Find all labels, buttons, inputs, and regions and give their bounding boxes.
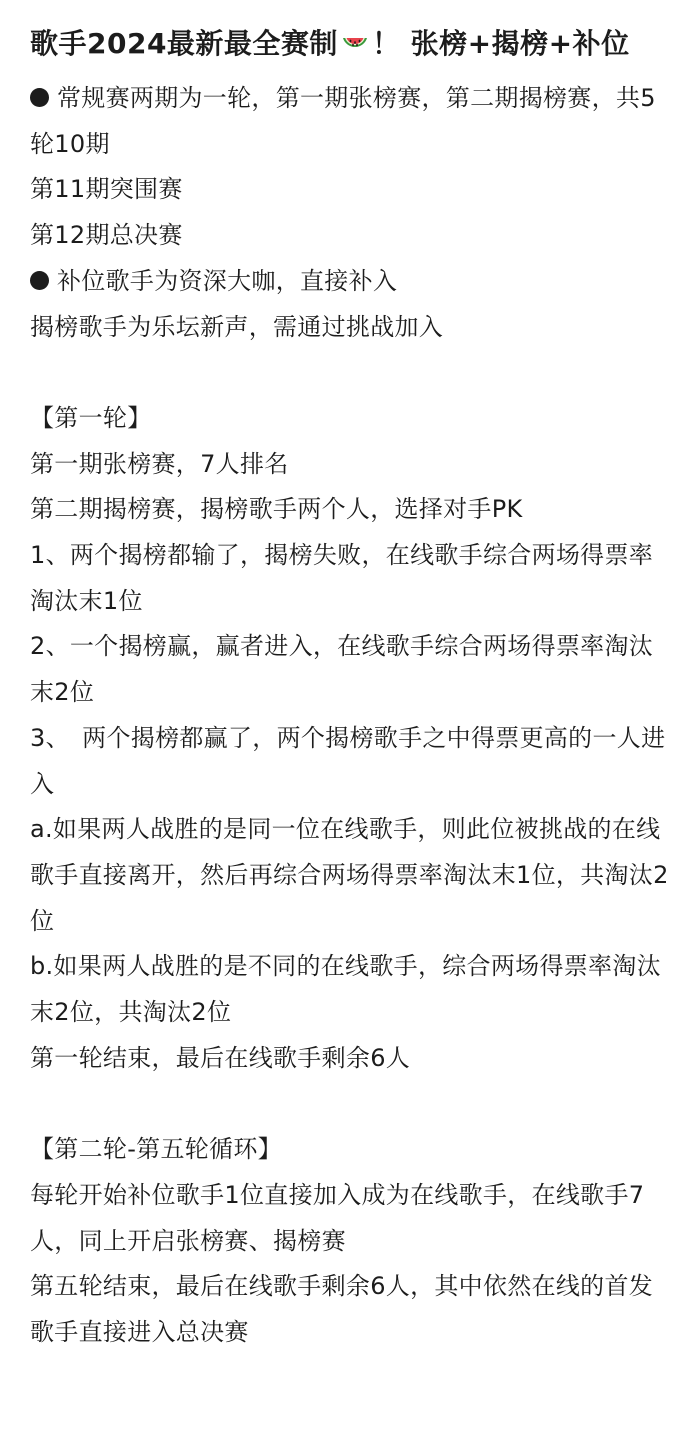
- round-1-line: 1、两个揭榜都输了，揭榜失败，在线歌手综合两场得票率淘汰末1位: [30, 541, 654, 615]
- paragraph-fill-singer: [30, 259, 670, 305]
- spacer: [30, 350, 670, 396]
- spacer: [30, 1081, 670, 1127]
- round-1-line: a.如果两人战胜的是同一位在线歌手，则此位被挑战的在线歌手直接离开，然后再综合两场得票率淘汰末1位，共淘汰2位: [30, 815, 669, 935]
- title-text-part2: ！ 张榜+揭榜+补位: [371, 27, 630, 60]
- title-text-part1: 歌手2024最新最全赛制: [30, 27, 338, 60]
- post-title: [30, 20, 670, 68]
- round-1-line: 第二期揭榜赛，揭榜歌手两个人，选择对手PK: [30, 495, 523, 524]
- paragraph-round-12: 第12期总决赛: [30, 221, 183, 250]
- round-1-line: 3、 两个揭榜都赢了，两个揭榜歌手之中得票更高的一人进入: [30, 723, 666, 798]
- text-line: 补位歌手为资深大咖，直接补入: [57, 266, 398, 295]
- round-1-line: 2、一个揭榜赢，赢者进入，在线歌手综合两场得票率淘汰末2位: [30, 632, 654, 707]
- text-line: 常规赛两期为一轮，第一期张榜赛，第二期揭榜赛，共5轮10期: [30, 84, 656, 158]
- section-header-round-2-5: 【第二轮-第五轮循环】: [30, 1135, 282, 1164]
- bullet-icon: [30, 271, 49, 290]
- section-header-round-1: 【第一轮】: [30, 403, 152, 432]
- round-2-5-line: 每轮开始补位歌手1位直接加入成为在线歌手，在线歌手7人，同上开启张榜赛、揭榜赛: [30, 1180, 645, 1255]
- round-1-line: b.如果两人战胜的是不同的在线歌手，综合两场得票率淘汰末2位，共淘汰2位: [30, 952, 661, 1027]
- paragraph-challenger: 揭榜歌手为乐坛新声，需通过挑战加入: [30, 312, 444, 341]
- round-2-5-line: 第五轮结束，最后在线歌手剩余6人，其中依然在线的首发歌手直接进入总决赛: [30, 1272, 654, 1346]
- paragraph-round-11: 第11期突围赛: [30, 175, 183, 204]
- watermelon-icon: [340, 24, 370, 54]
- round-1-line: 第一轮结束，最后在线歌手剩余6人: [30, 1043, 411, 1072]
- post-content: [30, 20, 670, 1356]
- bullet-icon: [30, 88, 49, 107]
- round-1-line: 第一期张榜赛，7人排名: [30, 449, 289, 478]
- post-body: [30, 76, 670, 1356]
- paragraph-schedule: [30, 76, 670, 167]
